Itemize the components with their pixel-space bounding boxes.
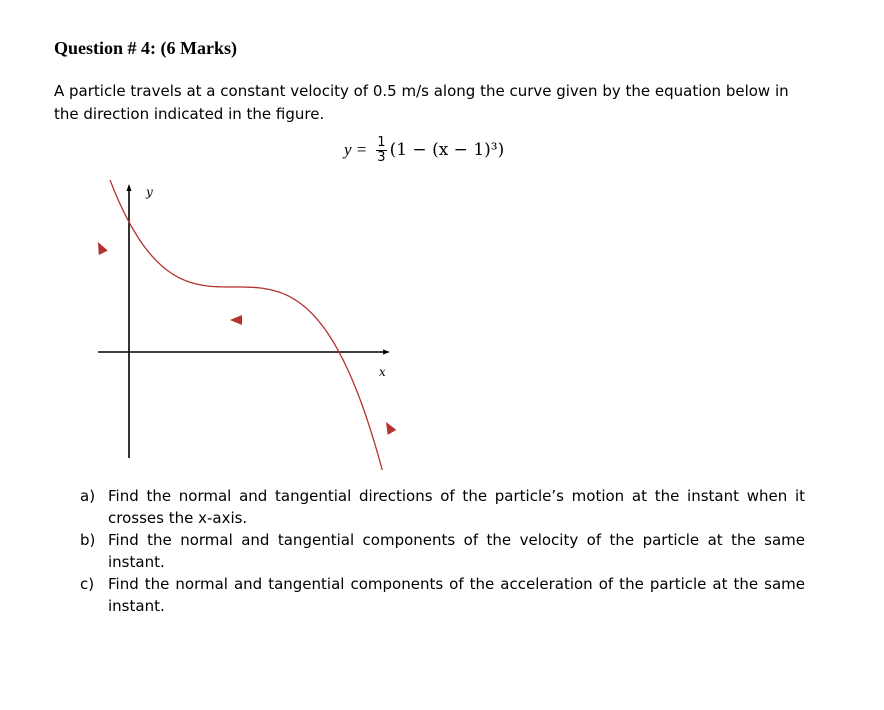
- question-parts: [80, 485, 805, 617]
- equation-lhs: y =: [344, 140, 368, 159]
- x-axis-label: x: [379, 365, 386, 379]
- part-marker: a): [80, 487, 96, 505]
- part-text: Find the normal and tangential components of the velocity of the particle at the same instant.: [108, 531, 805, 571]
- question-part-c: [80, 573, 805, 617]
- question-intro: A particle travels at a constant velocity of 0.5 m/s along the curve given by the equation below in the direction indicated in the figure.: [54, 82, 789, 123]
- direction-arrow-upper: [94, 240, 108, 255]
- question-part-b: [80, 529, 805, 573]
- question-part-a: [80, 485, 805, 529]
- part-text: Find the normal and tangential directions of the particle’s motion at the instant when it crosses the x-axis.: [108, 487, 805, 527]
- part-marker: b): [80, 531, 96, 549]
- curve-equation: [344, 130, 504, 170]
- part-marker: c): [80, 575, 95, 593]
- y-axis-arrowhead: [127, 184, 132, 191]
- fraction-denominator: 3: [377, 149, 386, 165]
- curve-figure: [60, 180, 410, 470]
- fraction-numerator: 1: [377, 134, 386, 150]
- particle-curve: [79, 180, 390, 470]
- equation-fraction: [376, 136, 386, 165]
- y-axis-label: y: [146, 185, 153, 199]
- equation-rhs: (1 − (x − 1)³): [389, 140, 505, 160]
- direction-arrow-lower: [382, 420, 397, 435]
- part-text: Find the normal and tangential components of the acceleration of the particle at the same instant.: [108, 575, 805, 615]
- x-axis-arrowhead: [383, 350, 390, 355]
- direction-arrow-middle: [230, 315, 242, 325]
- question-title: Question # 4: (6 Marks): [54, 38, 237, 58]
